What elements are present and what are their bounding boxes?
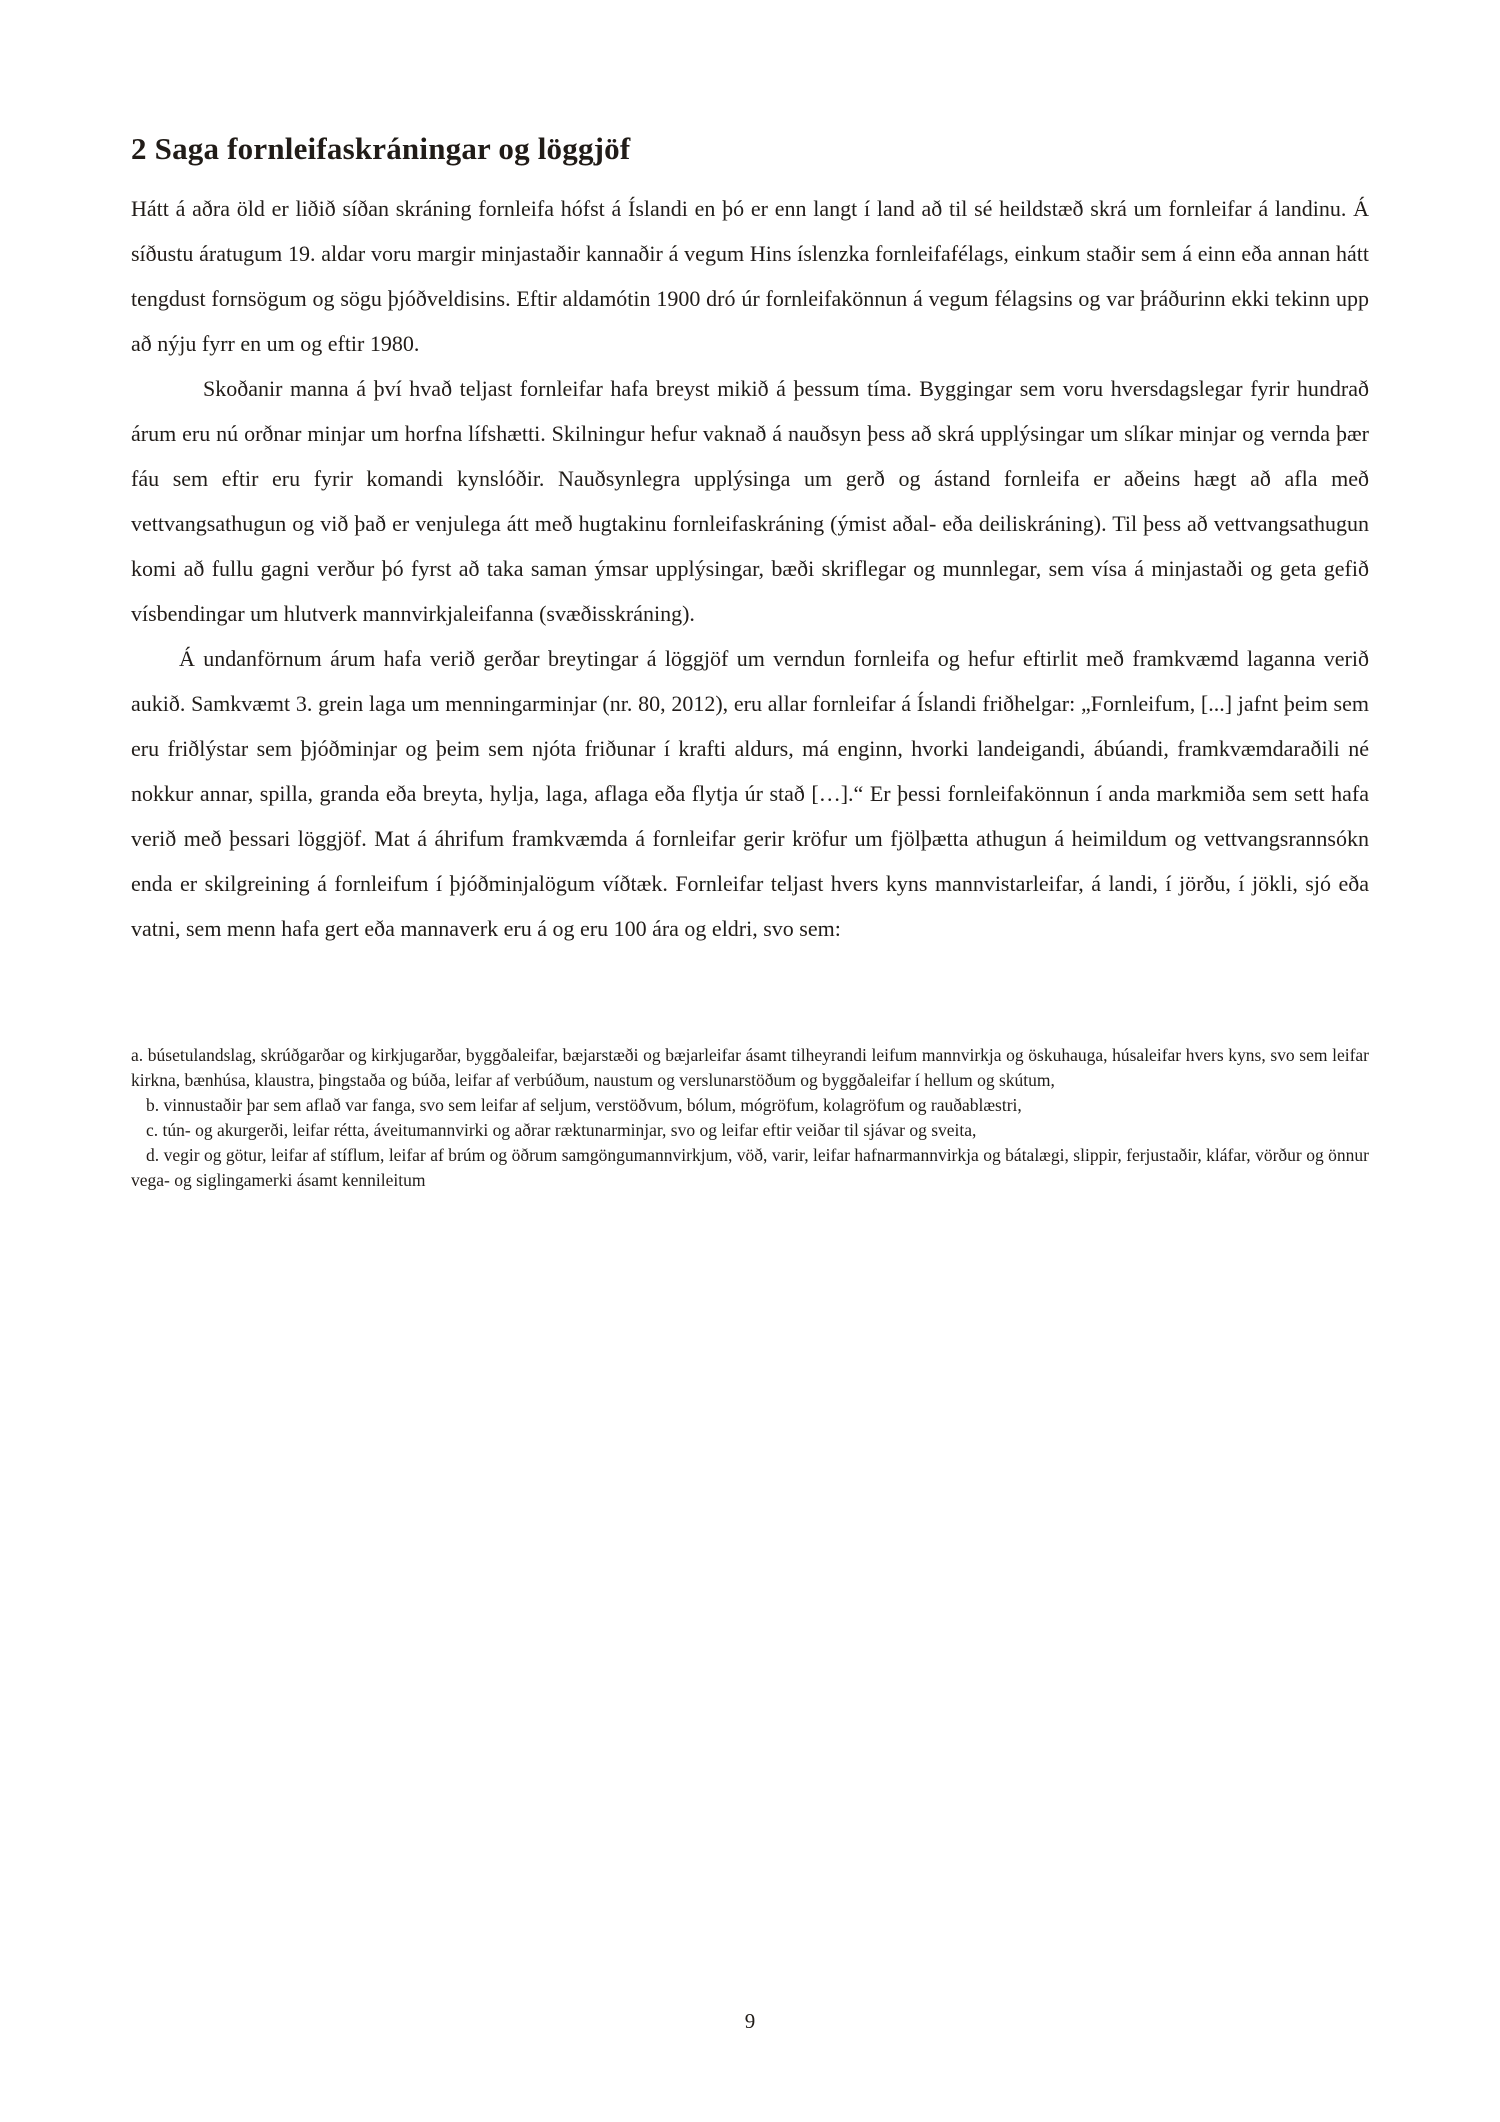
paragraph-views-change: Skoðanir manna á því hvað teljast fornleifar hafa breyst mikið á þessum tíma. Byggingar sem voru hversdagslegar fyrir hundrað árum eru nú orðnar minjar um horfna lífshætti. Skilningur hefur vaknað á nauðsyn þess að skrá upplýsingar um slíkar minjar og vernda þær fáu sem eftir eru fyrir komandi kynslóðir. Nauðsynlegra upplýsinga um gerð og ástand fornleifa er aðeins hægt að afla með vettvangsathugun og við það er venjulega átt með hugtakinu fornleifaskráning (ýmist aðal- eða deiliskráning). Til þess að vettvangsathugun komi að fullu gagni verður þó fyrst að taka saman ýmsar upplýsingar, bæði skriflegar og munnlegar, sem vísa á minjastaði og geta gefið vísbendingar um hlutverk mannvirkjaleifanna (svæðisskráning). — [131, 376, 1369, 626]
footnote-item-b: b. vinnustaðir þar sem aflað var fanga, svo sem leifar af seljum, verstöðvum, bólum, mógröfum, kolagröfum og rauðablæstri, — [146, 1095, 1022, 1115]
footnote-item-d: d. vegir og götur, leifar af stíflum, leifar af brúm og öðrum samgöngumannvirkjum, vöð, varir, leifar hafnarmannvirkja og bátalægi, slippir, ferjustaðir, kláfar, vörður og önnur vega- og siglingamerki ásamt kennileitum — [131, 1145, 1369, 1190]
section-title: 2 Saga fornleifaskráningar og löggjöf — [131, 131, 631, 166]
footnote-item-a: a. búsetulandslag, skrúðgarðar og kirkjugarðar, byggðaleifar, bæjarstæði og bæjarleifar ásamt tilheyrandi leifum mannvirkja og öskuhauga, húsaleifar hvers kyns, svo sem leifar kirkna, bænhúsa, klaustra, þingstaða og búða, leifar af verbúðum, naustum og verslunarstöðum og byggðaleifar í hellum og skútum, — [131, 1045, 1369, 1090]
body-text — [131, 186, 1369, 951]
footnote-item-c: c. tún- og akurgerði, leifar rétta, áveitumannvirki og aðrar ræktunarminjar, svo og leifar eftir veiðar til sjávar og sveita, — [146, 1120, 977, 1140]
paragraph-history: Hátt á aðra öld er liðið síðan skráning fornleifa hófst á Íslandi en þó er enn langt í land að til sé heildstæð skrá um fornleifar á landinu. Á síðustu áratugum 19. aldar voru margir minjastaðir kannaðir á vegum Hins íslenzka fornleifafélags, einkum staðir sem á einn eða annan hátt tengdust fornsögum og sögu þjóðveldisins. Eftir aldamótin 1900 dró úr fornleifakönnun á vegum félagsins og var þráðurinn ekki tekinn upp að nýju fyrr en um og eftir 1980. — [131, 196, 1369, 356]
page-number: 9 — [744, 2009, 756, 2033]
footnote-block — [131, 1043, 1369, 1193]
paragraph-legislation: Á undanförnum árum hafa verið gerðar breytingar á löggjöf um verndun fornleifa og hefur eftirlit með framkvæmd laganna verið aukið. Samkvæmt 3. grein laga um menningarminjar (nr. 80, 2012), eru allar fornleifar á Íslandi friðhelgar: „Fornleifum, [...] jafnt þeim sem eru friðlýstar sem þjóðminjar og þeim sem njóta friðunar í krafti aldurs, má enginn, hvorki landeigandi, ábúandi, framkvæmdaraðili né nokkur annar, spilla, granda eða breyta, hylja, laga, aflaga eða flytja úr stað […].“ Er þessi fornleifakönnun í anda markmiða sem sett hafa verið með þessari löggjöf. Mat á áhrifum framkvæmda á fornleifar gerir kröfur um fjölþætta athugun á heimildum og vettvangsrannsókn enda er skilgreining á fornleifum í þjóðminjalögum víðtæk. Fornleifar teljast hvers kyns mannvistarleifar, á landi, í jörðu, í jökli, sjó eða vatni, sem menn hafa gert eða mannaverk eru á og eru 100 ára og eldri, svo sem: — [131, 646, 1369, 941]
